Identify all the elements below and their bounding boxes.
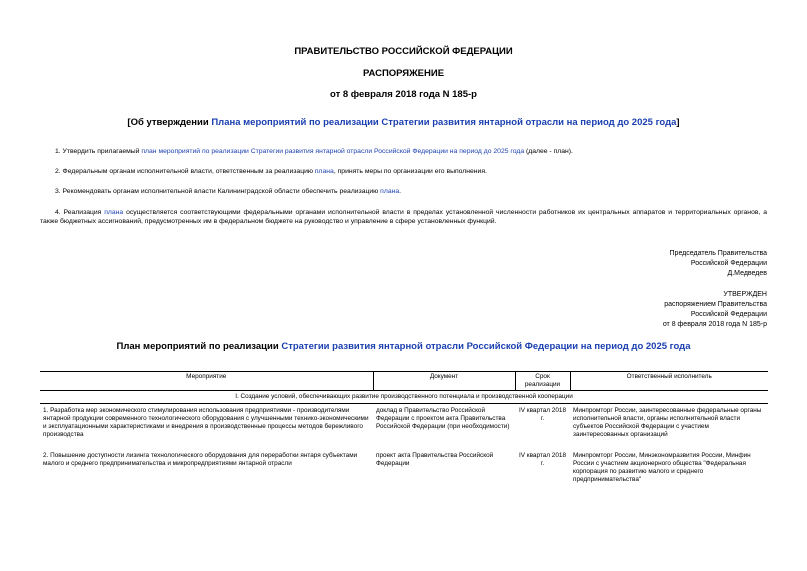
signature-position: Председатель Правительства [669,250,767,257]
row-deadline: IV квартал 2018 г. [518,407,567,422]
document-type: РАСПОРЯЖЕНИЕ [362,68,445,79]
approval-date-number: от 8 февраля 2018 года N 185-р [662,321,767,328]
government-title: ПРАВИТЕЛЬСТВО РОССИЙСКОЙ ФЕДЕРАЦИИ [294,46,513,57]
approval-country: Российской Федерации [690,311,767,318]
subject-prefix: [Об утверждении [127,117,212,128]
paragraph-1-text-end: (далее - план). [524,148,573,155]
paragraph-3-text: 3. Рекомендовать органам исполнительной власти Калининградской области обеспечить реализацию [55,188,381,195]
paragraph-4 [40,208,767,226]
column-header-executor: Ответственный исполнитель [570,372,768,391]
approval-block [663,290,767,330]
row-document: доклад в Правительство Российской Федерации с проектом акта Правительства Российской Федерации (при необходимости) [376,407,510,430]
column-header-deadline: Срок реализации [515,372,570,391]
plan-title [0,341,807,352]
paragraph-4-text-end: осуществляется соответствующими федеральными органами исполнительной власти в пределах установленной численности работников их центральных аппаратов и территориальных органов, а также бюджетных ассигнований, предусмотренных им в федеральном бюджете на руководство и управление в сфере установленных функций. [40,209,767,225]
paragraph-3 [40,187,767,196]
column-header-document: Документ [373,372,515,391]
section-row [40,391,768,404]
row-executor: Минпромторг России, Минэкономразвития России, Минфин России с участием акционерного общества "Федеральная корпорация по развитию малого и среднего предпринимательства" [573,452,751,483]
document-subject [0,117,807,128]
table-row [40,404,768,450]
subject-plan-link[interactable]: Плана мероприятий по реализации Стратегии развития янтарной отрасли на период до 2025 года [211,117,677,128]
plan-title-prefix: План мероприятий по реализации [116,341,282,352]
signature-block [670,249,767,279]
paragraph-2 [40,167,767,176]
table-row [40,449,768,494]
row-event: 2. Повышение доступности лизинга технологического оборудования для переработки янтаря субъектами малого и среднего предпринимательства и микропредприятиями янтарной отрасли [43,452,358,467]
signature-country: Российской Федерации [690,260,767,267]
paragraph-3-plan-link[interactable]: плана [380,188,400,195]
paragraph-1-text: 1. Утвердить прилагаемый [55,148,142,155]
section-heading: I. Создание условий, обеспечивающих развитие производственного потенциала и производственной кооперации [40,391,768,404]
paragraph-2-plan-link[interactable]: плана [314,168,334,175]
subject-suffix: ] [676,117,680,128]
paragraph-1-plan-link[interactable]: план мероприятий по реализации Стратегии развития янтарной отрасли Российской Федерации на период до 2025 года [141,148,525,155]
row-event: 1. Разработка мер экономического стимулирования использования предприятиями - производителями янтарной продукции современного технологического оборудования с улучшенными технико-экономическими и эксплуатационными характеристиками и внедрения в производственные процессы методов бережливого производства [43,407,369,438]
paragraph-2-text: 2. Федеральным органам исполнительной власти, ответственным за реализацию [55,168,315,175]
approval-approved: УТВЕРЖДЕН [723,291,767,298]
paragraph-3-text-end: . [399,188,402,195]
row-executor: Минпромторг России, заинтересованные федеральные органы исполнительной власти, органы исполнительной власти субъектов Российской Федерации с участием заинтересованных организаций [573,407,762,438]
row-document: проект акта Правительства Российской Федерации [376,452,494,467]
row-deadline: IV квартал 2018 г. [518,452,567,467]
paragraph-4-plan-link[interactable]: плана [104,209,124,216]
signature-name: Д.Медведев [727,270,767,277]
paragraph-4-text: 4. Реализация [55,209,105,216]
plan-title-strategy-link[interactable]: Стратегии развития янтарной отрасли Российской Федерации на период до 2025 года [281,341,691,352]
table-header-row [40,372,768,391]
column-header-event: Мероприятие [40,372,373,391]
approval-by-order: распоряжением Правительства [664,301,767,308]
document-date-number: от 8 февраля 2018 года N 185-р [330,89,477,100]
plan-table [40,371,768,494]
paragraph-2-text-end: , принять меры по организации его выполнения. [333,168,487,175]
paragraph-1 [40,147,767,156]
